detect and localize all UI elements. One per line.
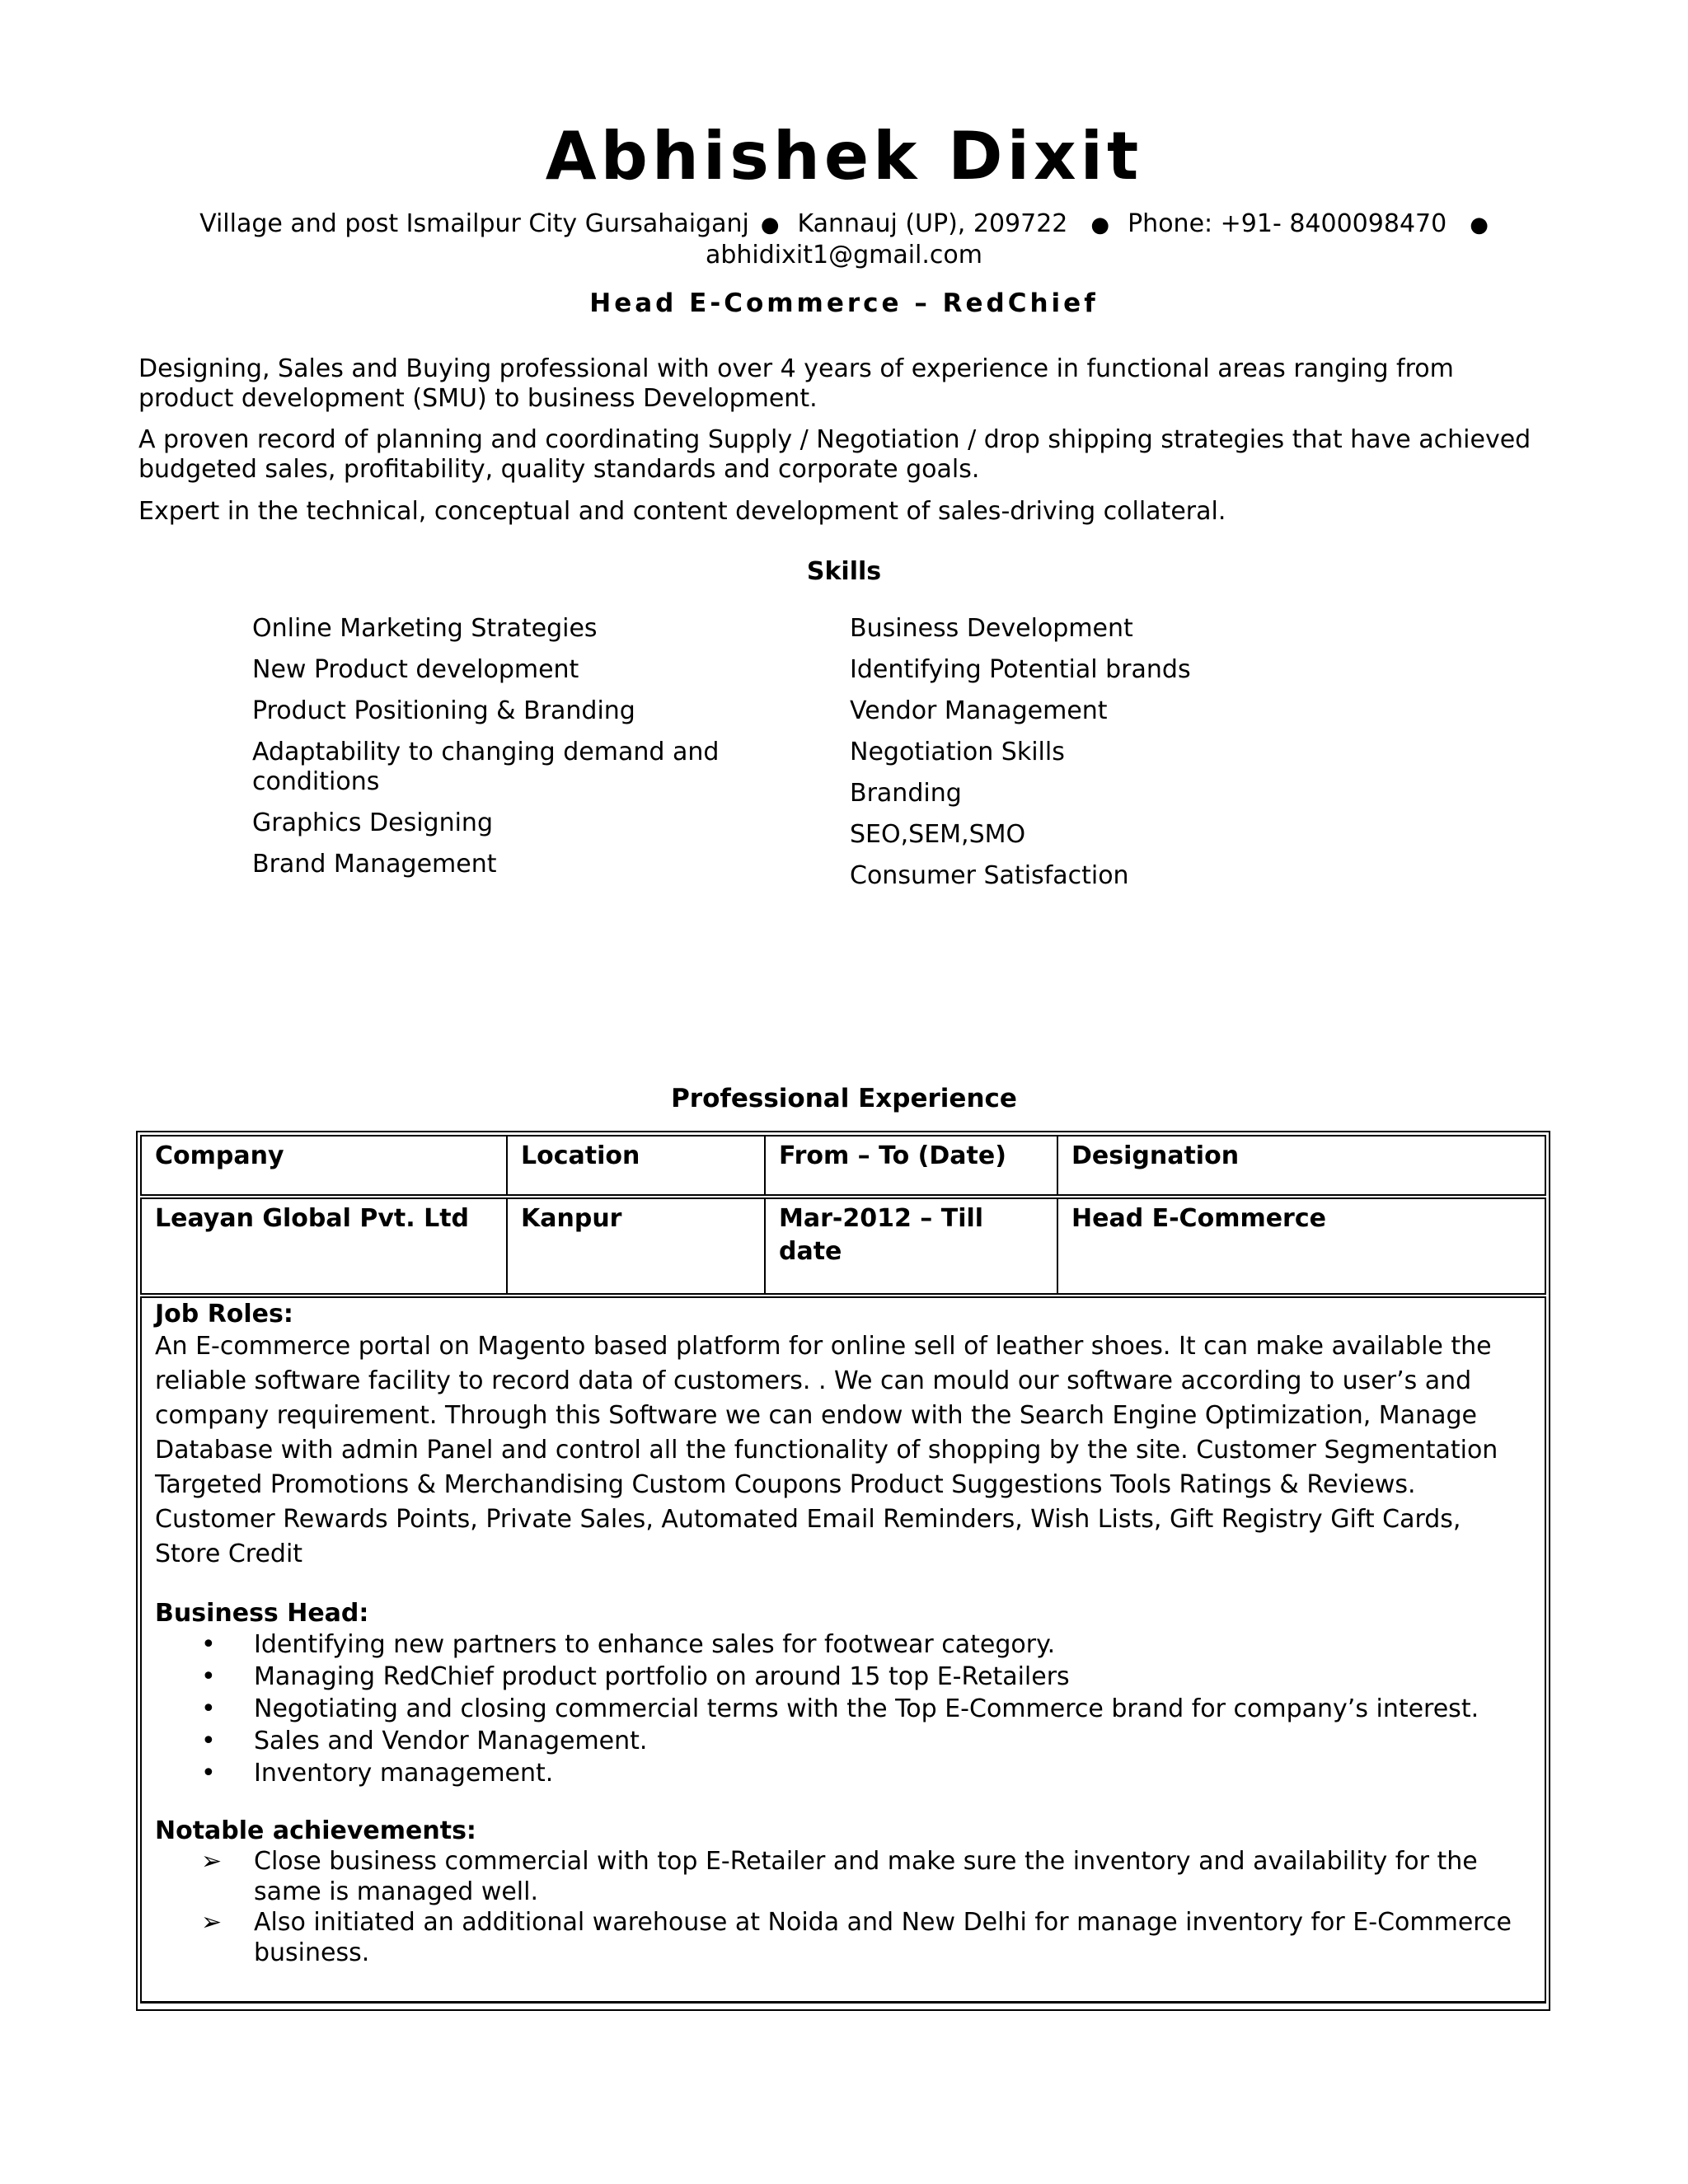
skill-item: New Product development <box>252 655 579 684</box>
bullet-dot-icon: ● <box>760 213 780 237</box>
summary-paragraph-2: A proven record of planning and coordinating Supply / Negotiation / drop shipping strategies that have achieved budgeted sales, profitability, quality standards and corporate goals. <box>138 425 1531 484</box>
table-cell-dates: Mar-2012 – Till date <box>764 1197 1058 1295</box>
table-header-dates: From – To (Date) <box>764 1135 1058 1196</box>
job-details-cell <box>140 1296 1546 2004</box>
skill-item: SEO,SEM,SMO <box>850 820 1026 849</box>
list-item: • Managing RedChief product portfolio on around 15 top E-Retailers <box>201 1662 1070 1691</box>
skills-right-column <box>850 614 1427 902</box>
list-item: • Negotiating and closing commercial terms with the Top E-Commerce brand for company’s interest. <box>201 1694 1479 1723</box>
bullet-icon: • <box>201 1727 216 1755</box>
list-item: • Inventory management. <box>201 1759 554 1788</box>
skill-item: Vendor Management <box>850 696 1108 725</box>
skill-item: Identifying Potential brands <box>850 655 1191 684</box>
table-cell-location: Kanpur <box>506 1197 766 1295</box>
address: Village and post Ismailpur City Gursahaiganj <box>199 209 749 238</box>
skill-item: Branding <box>850 779 962 808</box>
achievements-heading: Notable achievements: <box>155 1816 476 1845</box>
skills-left-column <box>252 614 747 891</box>
bullet-dot-icon: ● <box>1090 213 1110 237</box>
job-roles-heading: Job Roles: <box>155 1300 293 1329</box>
skill-item: Brand Management <box>252 850 497 879</box>
contact-line <box>0 209 1688 241</box>
headline: Head E-Commerce – RedChief <box>589 288 1099 318</box>
table-cell-designation: Head E-Commerce <box>1057 1197 1546 1295</box>
email-line <box>0 240 1688 271</box>
skill-item: Business Development <box>850 614 1133 643</box>
arrowhead-bullet-icon: ➢ <box>201 1908 223 1937</box>
bullet-dot-icon: ● <box>1470 213 1489 237</box>
skill-item: Graphics Designing <box>252 808 493 837</box>
bullet-icon: • <box>201 1694 216 1723</box>
list-item: • Identifying new partners to enhance sales for footwear category. <box>201 1630 1056 1659</box>
list-item: ➢ Close business commercial with top E-Retailer and make sure the inventory and availability for the same is managed well. <box>201 1847 1478 1906</box>
summary-paragraph-3: Expert in the technical, conceptual and content development of sales-driving collateral. <box>138 497 1226 526</box>
table-header-company: Company <box>140 1135 508 1196</box>
skills-heading: Skills <box>806 557 882 586</box>
bullet-icon: • <box>201 1630 216 1659</box>
skill-item: Online Marketing Strategies <box>252 614 598 643</box>
city: Kannauj (UP), 209722 <box>797 209 1068 238</box>
bullet-icon: • <box>201 1662 216 1691</box>
experience-heading: Professional Experience <box>671 1084 1017 1113</box>
candidate-name: Abhishek Dixit <box>545 118 1143 194</box>
phone: Phone: +91- 8400098470 <box>1128 209 1447 238</box>
skill-item: Adaptability to changing demand and conditions <box>252 738 720 796</box>
table-cell-company: Leayan Global Pvt. Ltd <box>140 1197 508 1295</box>
skill-item: Negotiation Skills <box>850 738 1065 766</box>
skill-item: Product Positioning & Branding <box>252 696 635 725</box>
achievements-list <box>155 1846 1531 1968</box>
arrowhead-bullet-icon: ➢ <box>201 1847 223 1876</box>
bullet-icon: • <box>201 1759 216 1788</box>
skill-item: Consumer Satisfaction <box>850 861 1129 890</box>
email-link[interactable]: abhidixit1@gmail.com <box>705 241 983 269</box>
list-item: ➢ Also initiated an additional warehouse at Noida and New Delhi for manage inventory for E-Commerce business. <box>201 1908 1512 1967</box>
list-item: • Sales and Vendor Management. <box>201 1727 648 1755</box>
table-header-designation: Designation <box>1057 1135 1546 1196</box>
job-roles-text: An E-commerce portal on Magento based platform for online sell of leather shoes. It can make available the reliable software facility to record data of customers. . We can mould our software according to user’s and company requirement. Through this Software we can endow with the Search Engine Optimization, Manage Database with admin Panel and control all the functionality of shopping by the site. Customer Segmentation Targeted Promotions & Merchandising Custom Coupons Product Suggestions Tools Ratings & Reviews. Customer Rewards Points, Private Sales, Automated Email Reminders, Wish Lists, Gift Registry Gift Cards, Store Credit <box>155 1332 1498 1568</box>
table-header-location: Location <box>506 1135 766 1196</box>
summary-paragraph-1: Designing, Sales and Buying professional with over 4 years of experience in functional areas ranging from product development (SMU) to business Development. <box>138 354 1454 413</box>
business-head-list <box>155 1629 1531 1789</box>
business-head-heading: Business Head: <box>155 1599 369 1628</box>
